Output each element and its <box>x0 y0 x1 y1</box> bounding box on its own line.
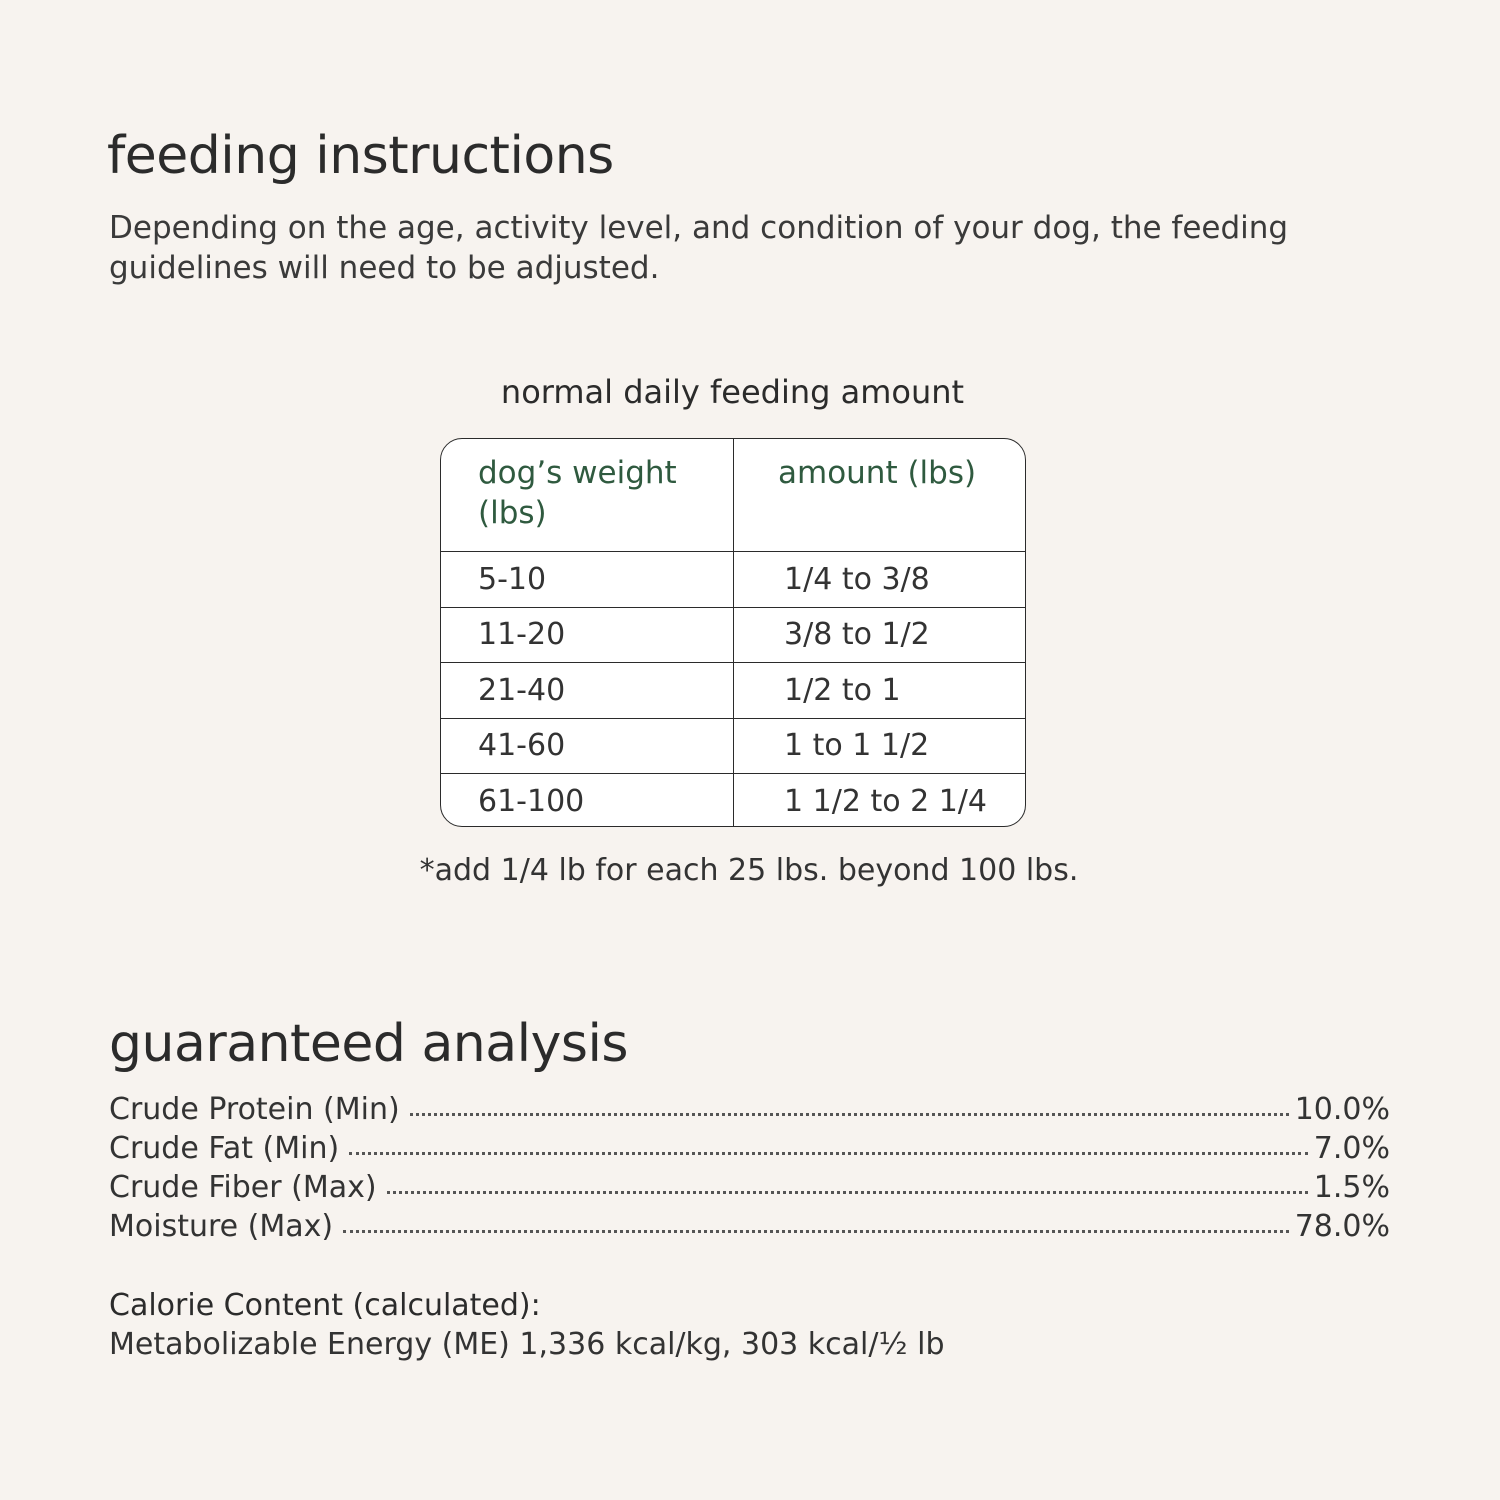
dot-leader <box>349 1152 1308 1155</box>
feeding-footnote: *add 1/4 lb for each 25 lbs. beyond 100 lbs. <box>419 853 1079 888</box>
analysis-label: Crude Fiber (Max) <box>109 1170 377 1205</box>
analysis-value: 78.0% <box>1294 1209 1390 1244</box>
analysis-label: Crude Protein (Min) <box>109 1092 400 1127</box>
feeding-instructions-heading: feeding instructions <box>107 126 614 186</box>
feeding-table-title: normal daily feeding amount <box>500 373 965 411</box>
amount-cell: 1/4 to 3/8 <box>784 561 930 597</box>
analysis-label: Moisture (Max) <box>109 1209 334 1244</box>
dot-leader <box>343 1230 1289 1233</box>
analysis-value: 7.0% <box>1313 1131 1390 1166</box>
analysis-row <box>109 1092 1390 1131</box>
feeding-table-header-row <box>441 439 1025 551</box>
calorie-content-title: Calorie Content (calculated): <box>109 1288 541 1323</box>
analysis-row <box>109 1170 1390 1209</box>
weight-cell: 21-40 <box>441 663 734 718</box>
amount-cell: 1 1/2 to 2 1/4 <box>784 783 987 819</box>
analysis-row <box>109 1131 1390 1170</box>
analysis-value: 10.0% <box>1294 1092 1390 1127</box>
table-row <box>441 718 1025 774</box>
amount-cell: 1/2 to 1 <box>784 672 901 708</box>
column-header-amount: amount (lbs) <box>778 455 977 491</box>
dot-leader <box>387 1191 1308 1194</box>
analysis-list <box>109 1092 1390 1248</box>
analysis-row <box>109 1209 1390 1248</box>
weight-cell: 41-60 <box>441 719 734 774</box>
table-row <box>441 551 1025 607</box>
table-row <box>441 773 1025 827</box>
weight-cell: 11-20 <box>441 608 734 663</box>
table-row <box>441 607 1025 663</box>
calorie-content-text: Metabolizable Energy (ME) 1,336 kcal/kg, 303 kcal/½ lb <box>109 1327 945 1362</box>
feeding-table <box>440 438 1026 827</box>
analysis-value: 1.5% <box>1313 1170 1390 1205</box>
feeding-intro-text: Depending on the age, activity level, and condition of your dog, the feeding guidelines will need to be adjusted. <box>109 210 1289 286</box>
weight-cell: 5-10 <box>441 552 734 607</box>
dot-leader <box>410 1113 1289 1116</box>
guaranteed-analysis-heading: guaranteed analysis <box>109 1014 628 1074</box>
table-row <box>441 662 1025 718</box>
analysis-label: Crude Fat (Min) <box>109 1131 340 1166</box>
amount-cell: 3/8 to 1/2 <box>784 617 930 653</box>
amount-cell: 1 to 1 1/2 <box>784 728 930 764</box>
weight-cell: 61-100 <box>441 774 734 827</box>
column-header-weight: dog’s weight (lbs) <box>441 439 734 551</box>
